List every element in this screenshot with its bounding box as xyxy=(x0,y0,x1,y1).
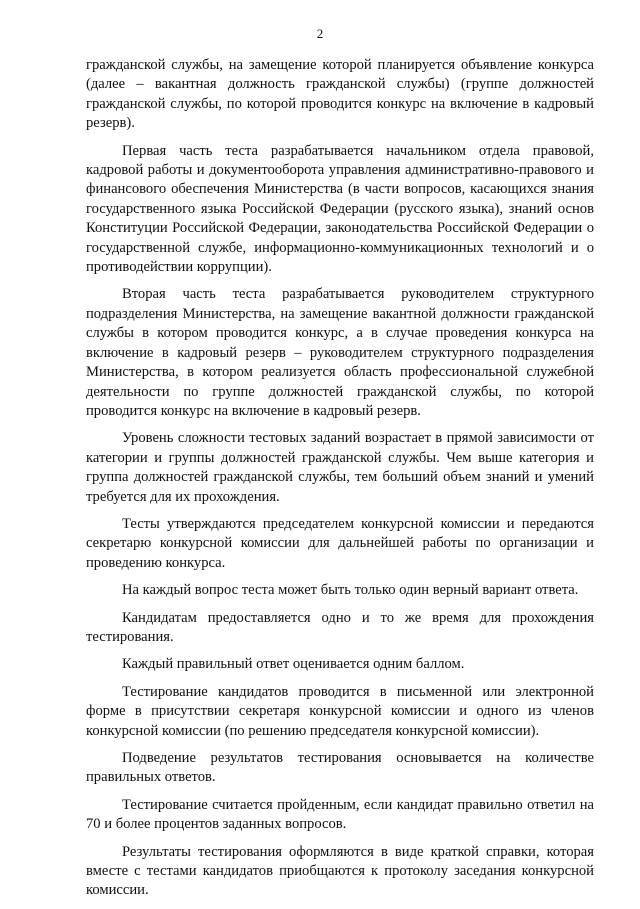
paragraph-second-part-test: Вторая часть теста разрабатывается руководителем структурного подразделения Министерства, на замещение вакантной должности гражданской службы в котором проводится конкурс, а в случае проведения конкурса на включение в кадровый резерв – руководителем структурного подразделения Министерства, в котором реализуется область профессиональной служебной деятельности по группе должностей гражданской службы, по которой проводится конкурс на включение в кадровый резерв. xyxy=(86,286,594,419)
paragraph-testing-form: Тестирование кандидатов проводится в письменной или электронной форме в присутствии секретаря конкурсной комиссии и одного из членов конкурсной комиссии (по решению председателя конкурсной комиссии). xyxy=(86,683,594,739)
paragraph-difficulty-level: Уровень сложности тестовых заданий возрастает в прямой зависимости от категории и группы должностей гражданской службы. Чем выше категория и группа должностей гражданской службы, тем больший объем знаний и умений требуется для их прохождения. xyxy=(86,430,594,505)
document-body xyxy=(86,56,594,909)
page-number: 2 xyxy=(316,26,324,41)
paragraph-results-reporting: Результаты тестирования оформляются в виде краткой справки, которая вместе с тестами кандидатов приобщаются к протоколу заседания конкурсной комиссии. xyxy=(86,843,594,899)
paragraph-pass-threshold: Тестирование считается пройденным, если кандидат правильно ответил на 70 и более процентов заданных вопросов. xyxy=(86,796,594,833)
paragraph-scoring: Каждый правильный ответ оценивается одним баллом. xyxy=(122,656,465,673)
paragraph-equal-time: Кандидатам предоставляется одно и то же время для прохождения тестирования. xyxy=(86,609,594,645)
paragraph-results-basis: Подведение результатов тестирования основывается на количестве правильных ответов. xyxy=(86,750,594,786)
paragraph-first-part-test: Первая часть теста разрабатывается начальником отдела правовой, кадровой работы и документооборота управления административно-правового и финансового обеспечения Министерства (в части вопросов, касающихся знания государственного языка Российской Федерации (русского языка), знаний основ Конституции Российской Федерации, законодательства Российской Федерации о государственной службе, информационно-коммуникационных технологий и о противодействии коррупции). xyxy=(86,142,594,276)
paragraph-single-answer: На каждый вопрос теста может быть только один верный вариант ответа. xyxy=(122,582,579,599)
paragraph-continuation: гражданской службы, на замещение которой планируется объявление конкурса (далее – вакантная должность гражданской службы) (группе должностей гражданской службы, по которой проводится конкурс на включение в кадровый резерв). xyxy=(86,57,594,132)
paragraph-tests-approval: Тесты утверждаются председателем конкурсной комиссии и передаются секретарю конкурсной комиссии для дальнейшей работы по организации и проведению конкурса. xyxy=(86,515,594,571)
